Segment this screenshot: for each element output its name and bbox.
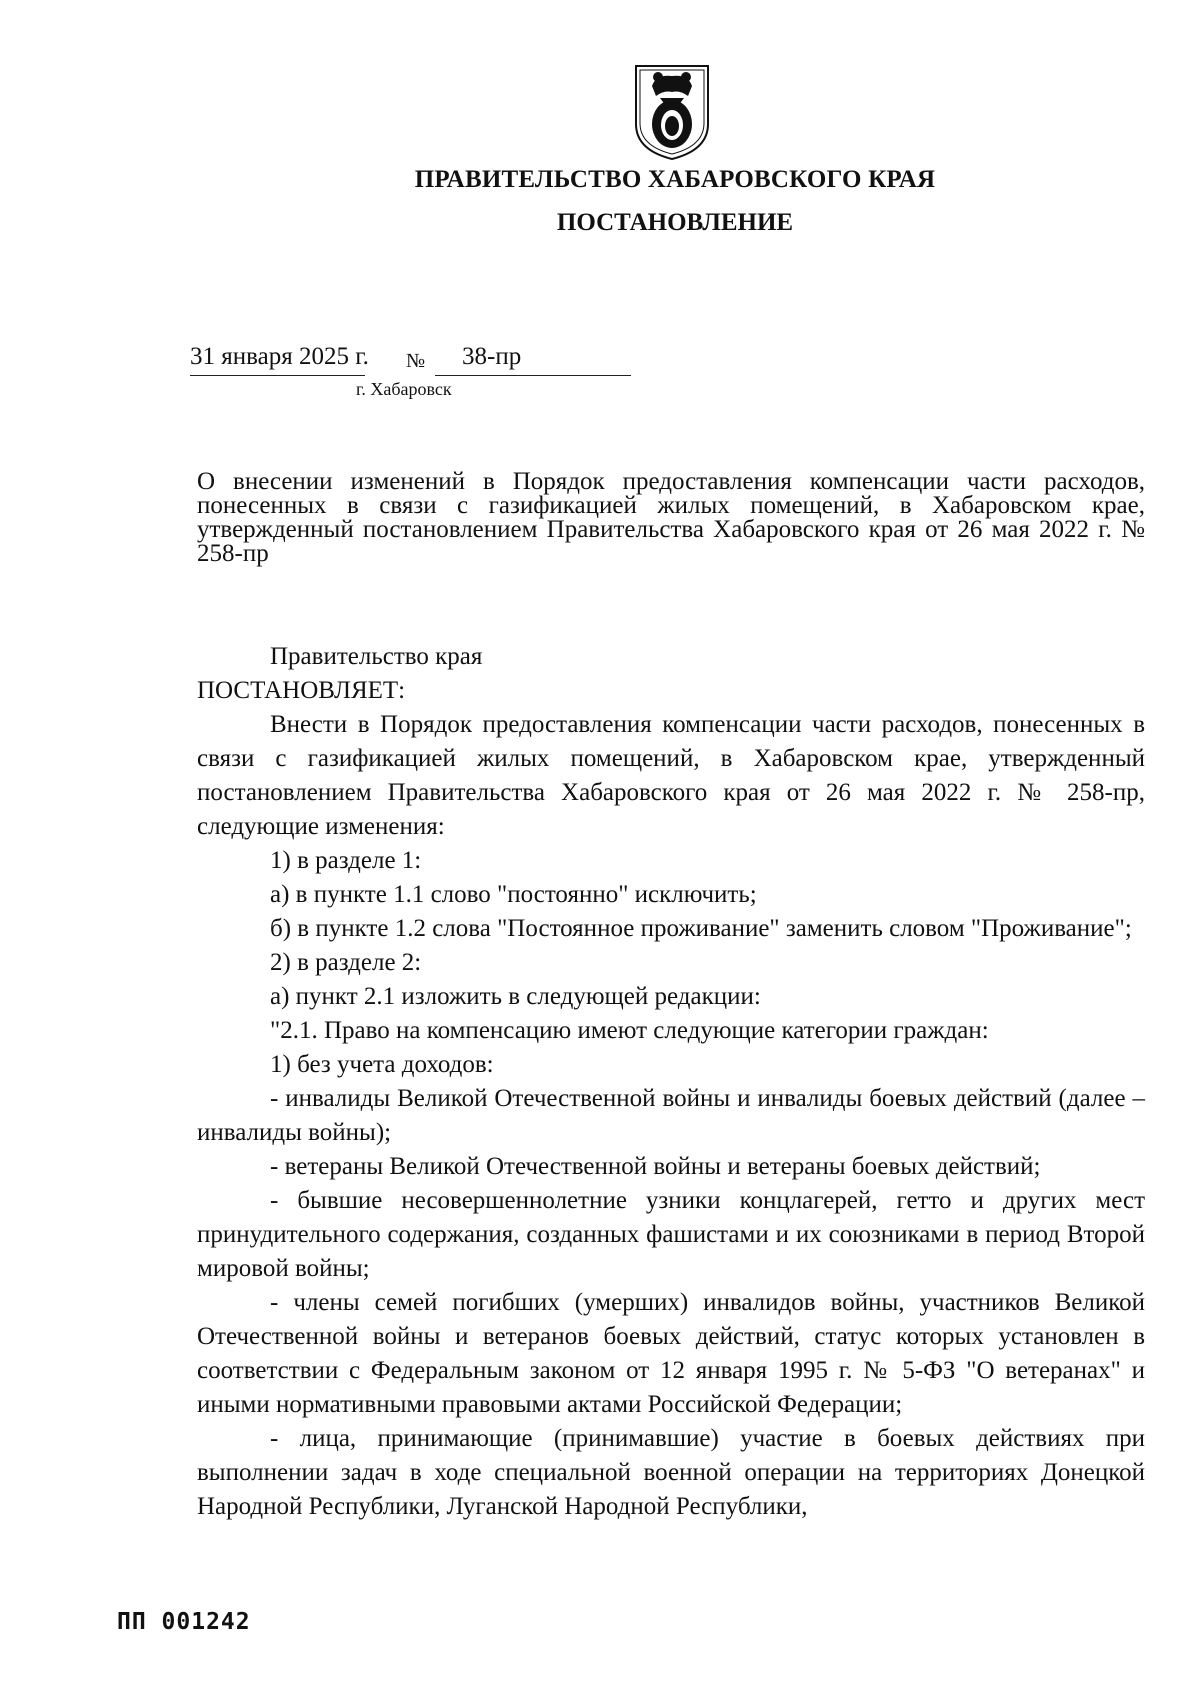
document-type: ПОСТАНОВЛЕНИЕ — [556, 209, 794, 236]
body-paragraph: 1) без учета доходов: — [270, 1051, 494, 1078]
body-paragraph: "2.1. Право на компенсацию имеют следующие категории граждан: — [270, 1017, 989, 1044]
body-paragraph: 2) в разделе 2: — [270, 949, 422, 976]
body-paragraph: 1) в разделе 1: — [270, 847, 422, 874]
body-paragraph: - лица, принимающие (принимавшие) участие в боевых действиях при выполнении задач в ходе специальной военной операции на территориях Донецкой Народной Республики, Луганской Народной Республики, — [197, 1425, 1145, 1520]
coat-of-arms-icon — [630, 62, 714, 162]
document-city: г. Хабаровск — [356, 379, 452, 399]
document-body — [197, 640, 1145, 1524]
body-paragraph: - инвалиды Великой Отечественной войны и инвалиды боевых действий (далее – инвалиды войны); — [197, 1085, 1145, 1146]
number-underline — [435, 375, 631, 376]
date-underline — [190, 375, 365, 376]
document-number: 38-пр — [462, 343, 522, 370]
body-paragraph: Внести в Порядок предоставления компенсации части расходов, понесенных в связи с газификацией жилых помещений, в Хабаровском крае, утвержденный постановлением Правительства Хабаровского края от 26 мая 2022 г. № 258-пр, следующие изменения: — [197, 711, 1145, 840]
body-paragraph: а) в пункте 1.1 слово "постоянно" исключить; — [270, 881, 757, 908]
body-paragraph: а) пункт 2.1 изложить в следующей редакции: — [270, 983, 761, 1010]
government-title: ПРАВИТЕЛЬСТВО ХАБАРОВСКОГО КРАЯ — [414, 166, 936, 193]
body-paragraph: ПОСТАНОВЛЯЕТ: — [197, 677, 406, 704]
body-paragraph: - бывшие несовершеннолетние узники концлагерей, гетто и других мест принудительного содержания, созданных фашистами и их союзниками в период Второй мировой войны; — [197, 1187, 1145, 1282]
number-sign: № — [406, 350, 426, 372]
body-paragraph: - члены семей погибших (умерших) инвалидов войны, участников Великой Отечественной войны и ветеранов боевых действий, статус которых установлен в соответствии с Федеральным законом от 12 января 1995 г. № 5-ФЗ "О ветеранах" и иными нормативными правовыми актами Российской Федерации; — [197, 1289, 1145, 1418]
document-code: ПП 001242 — [117, 1609, 251, 1635]
body-paragraph: - ветераны Великой Отечественной войны и ветераны боевых действий; — [270, 1153, 1041, 1180]
body-paragraph: б) в пункте 1.2 слова "Постоянное проживание" заменить словом "Проживание"; — [270, 915, 1132, 942]
body-paragraph: Правительство края — [270, 643, 483, 670]
document-date: 31 января 2025 г. — [190, 343, 369, 370]
document-subject: О внесении изменений в Порядок предоставления компенсации части расходов, понесенных в связи с газификацией жилых помещений, в Хабаровском крае, утвержденный постановлением Правительства Хабаровского края от 26 мая 2022 г. № 258-пр — [197, 468, 1145, 567]
